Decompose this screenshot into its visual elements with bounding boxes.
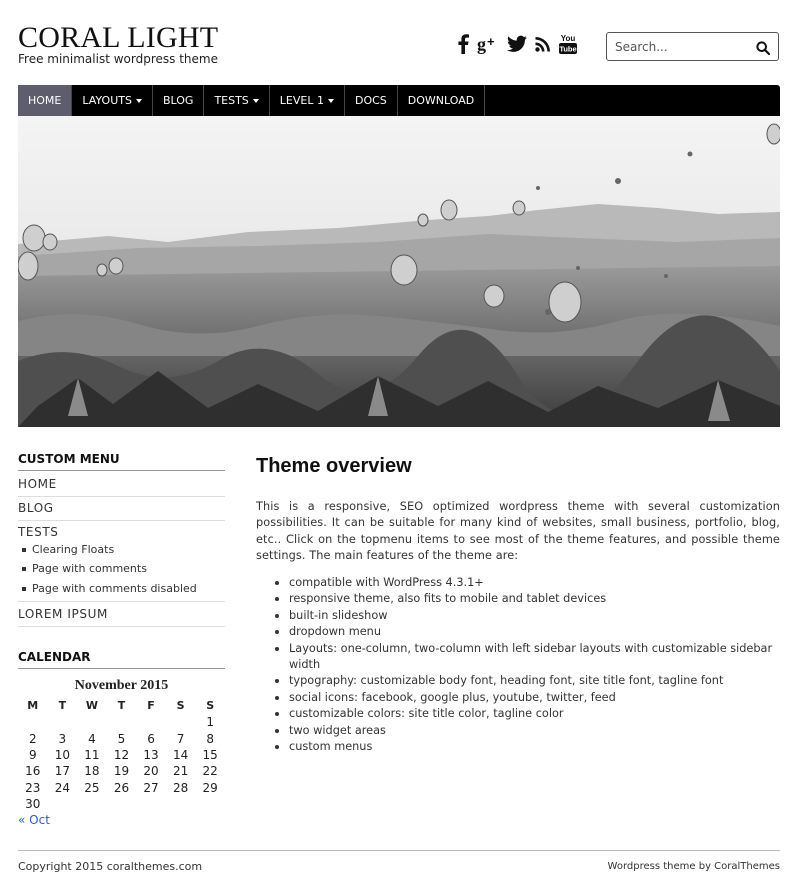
list-item: customizable colors: site title color, tagline color — [273, 706, 780, 722]
calendar-day: 19 — [113, 764, 130, 779]
calendar-day: 9 — [28, 747, 37, 762]
subitem-label: Clearing Floats — [32, 543, 115, 556]
list-item: compatible with WordPress 4.3.1+ — [273, 575, 780, 591]
search-icon[interactable] — [756, 40, 770, 59]
list-item: built-in slideshow — [273, 608, 780, 624]
calendar-day — [195, 796, 225, 812]
menu-divider — [18, 496, 225, 497]
weekday: T — [117, 699, 126, 712]
calendar-day — [77, 714, 107, 730]
calendar-day — [107, 796, 137, 812]
hero-slideshow-image — [18, 116, 780, 427]
svg-text:Tube: Tube — [559, 44, 577, 54]
widget-divider — [18, 470, 225, 471]
weekday: W — [85, 699, 98, 712]
nav-label: DOWNLOAD — [407, 94, 475, 107]
calendar-day: 7 — [176, 731, 185, 746]
youtube-icon[interactable] — [559, 32, 577, 56]
weekday: M — [27, 699, 39, 712]
sidebar-item-tests[interactable]: TESTS — [18, 525, 59, 539]
square-bullet-icon — [22, 548, 26, 552]
calendar-day: 8 — [206, 731, 214, 746]
list-item: social icons: facebook, google plus, youtube, twitter, feed — [273, 690, 780, 706]
nav-item-docs[interactable] — [345, 85, 398, 116]
nav-item-home[interactable] — [18, 85, 72, 116]
svg-text:You: You — [560, 34, 576, 43]
custom-menu-title: CUSTOM MENU — [18, 452, 120, 466]
calendar-day: 23 — [25, 780, 41, 795]
calendar-week — [18, 747, 225, 763]
calendar-day: 24 — [54, 780, 70, 795]
calendar-prev-month-link[interactable]: « Oct — [18, 813, 50, 827]
sidebar-item-lorem-ipsum[interactable]: LOREM IPSUM — [18, 607, 108, 621]
calendar-day: 13 — [143, 747, 159, 762]
calendar-weekday-row — [18, 697, 225, 714]
calendar-day: 22 — [202, 764, 218, 779]
list-item: dropdown menu — [273, 624, 780, 640]
calendar-day: 28 — [172, 780, 189, 795]
list-item: typography: customizable body font, heading font, site title font, tagline font — [273, 673, 780, 689]
twitter-icon[interactable] — [507, 32, 527, 56]
svg-text:+: + — [487, 34, 495, 49]
calendar-day — [136, 796, 166, 812]
calendar-day: 17 — [54, 764, 70, 779]
calendar-day: 12 — [113, 747, 130, 762]
calendar-day: 11 — [84, 747, 100, 762]
nav-item-tests[interactable] — [204, 85, 269, 116]
calendar-day: 29 — [202, 780, 218, 795]
calendar-day — [48, 796, 78, 812]
nav-item-download[interactable] — [398, 85, 485, 116]
calendar-day: 30 — [25, 797, 41, 812]
calendar-day — [77, 796, 107, 812]
calendar-day: 4 — [88, 731, 96, 746]
calendar-week — [18, 730, 225, 746]
nav-label: LAYOUTS — [82, 94, 132, 107]
calendar-week — [18, 796, 225, 812]
calendar-day — [18, 714, 48, 730]
google-plus-icon[interactable] — [477, 32, 499, 56]
calendar-week — [18, 780, 225, 796]
intro-paragraph: This is a responsive, SEO optimized wordpress theme with several customization possibilities. It can be suitable for many kind of websites, small business, portfolio, blog, etc.. Click on the topmenu items to see most of the theme features, and possible theme settings. The main features of the theme are: — [256, 500, 780, 563]
list-item: custom menus — [273, 739, 780, 755]
sidebar-subitem-page-with-comments[interactable] — [22, 562, 147, 575]
sidebar-item-blog[interactable]: BLOG — [18, 501, 54, 515]
calendar-week — [18, 763, 225, 779]
calendar-day: 27 — [143, 780, 159, 795]
nav-item-level-1[interactable] — [270, 85, 345, 116]
list-item: Layouts: one-column, two-column with left sidebar layouts with customizable sidebar width — [273, 641, 780, 674]
footer-copyright: Copyright 2015 coralthemes.com — [18, 860, 203, 873]
calendar-day — [107, 714, 137, 730]
page-title: Theme overview — [256, 455, 412, 477]
calendar-day: 18 — [84, 764, 100, 779]
calendar-day: 10 — [54, 747, 70, 762]
calendar-day — [166, 796, 196, 812]
square-bullet-icon — [22, 567, 26, 571]
calendar-week — [18, 714, 225, 730]
calendar-day: 1 — [206, 715, 214, 730]
menu-divider — [18, 520, 225, 521]
menu-divider — [18, 601, 225, 602]
social-icons — [457, 32, 577, 56]
feed-icon[interactable] — [535, 32, 551, 56]
main-nav — [18, 85, 780, 116]
caret-down-icon — [136, 99, 142, 103]
calendar-day — [136, 714, 166, 730]
svg-text:g: g — [477, 34, 486, 54]
nav-label: HOME — [28, 94, 62, 107]
square-bullet-icon — [22, 587, 26, 591]
calendar-day: 16 — [25, 764, 41, 779]
calendar-title: CALENDAR — [18, 650, 91, 664]
calendar-day: 6 — [147, 731, 155, 746]
site-title[interactable]: CORAL LIGHT — [18, 21, 219, 54]
calendar-day: 3 — [58, 731, 67, 746]
footer-divider — [18, 850, 780, 851]
nav-label: BLOG — [162, 94, 194, 107]
site-tagline: Free minimalist wordpress theme — [18, 52, 218, 66]
footer-credit-link[interactable]: Wordpress theme by CoralThemes — [607, 861, 780, 872]
subitem-label: Page with comments — [32, 562, 147, 575]
calendar-table — [18, 697, 225, 812]
sidebar-item-home[interactable]: HOME — [18, 477, 57, 491]
weekday: S — [176, 699, 185, 712]
menu-divider — [18, 626, 225, 627]
calendar-day: 15 — [202, 747, 218, 762]
sidebar-subitem-page-comments-disabled[interactable] — [22, 582, 197, 595]
features-list — [273, 575, 780, 755]
weekday: T — [58, 699, 67, 712]
calendar-day: 21 — [172, 764, 189, 779]
widget-divider — [18, 668, 225, 669]
calendar-day: 5 — [117, 731, 126, 746]
calendar-day: 26 — [113, 780, 130, 795]
nav-label: LEVEL 1 — [279, 94, 324, 107]
facebook-icon[interactable] — [457, 32, 469, 56]
nav-item-blog[interactable] — [153, 85, 204, 116]
nav-label: TESTS — [214, 94, 249, 107]
calendar-day: 14 — [172, 747, 189, 762]
search-box — [606, 32, 779, 61]
sidebar-subitem-clearing-floats[interactable] — [22, 543, 114, 556]
calendar-day: 20 — [143, 764, 159, 779]
list-item: two widget areas — [273, 723, 780, 739]
caret-down-icon — [253, 99, 259, 103]
calendar-day: 25 — [84, 780, 100, 795]
calendar-day — [166, 714, 196, 730]
nav-item-layouts[interactable] — [72, 85, 153, 116]
list-item: responsive theme, also fits to mobile and tablet devices — [273, 591, 780, 607]
calendar-day — [48, 714, 78, 730]
caret-down-icon — [328, 99, 334, 103]
calendar-day: 2 — [28, 731, 37, 746]
weekday: S — [206, 699, 215, 712]
weekday: F — [147, 699, 155, 712]
search-input[interactable] — [615, 38, 751, 56]
nav-label: DOCS — [354, 94, 387, 107]
calendar-caption: November 2015 — [74, 678, 169, 693]
subitem-label: Page with comments disabled — [32, 582, 197, 595]
